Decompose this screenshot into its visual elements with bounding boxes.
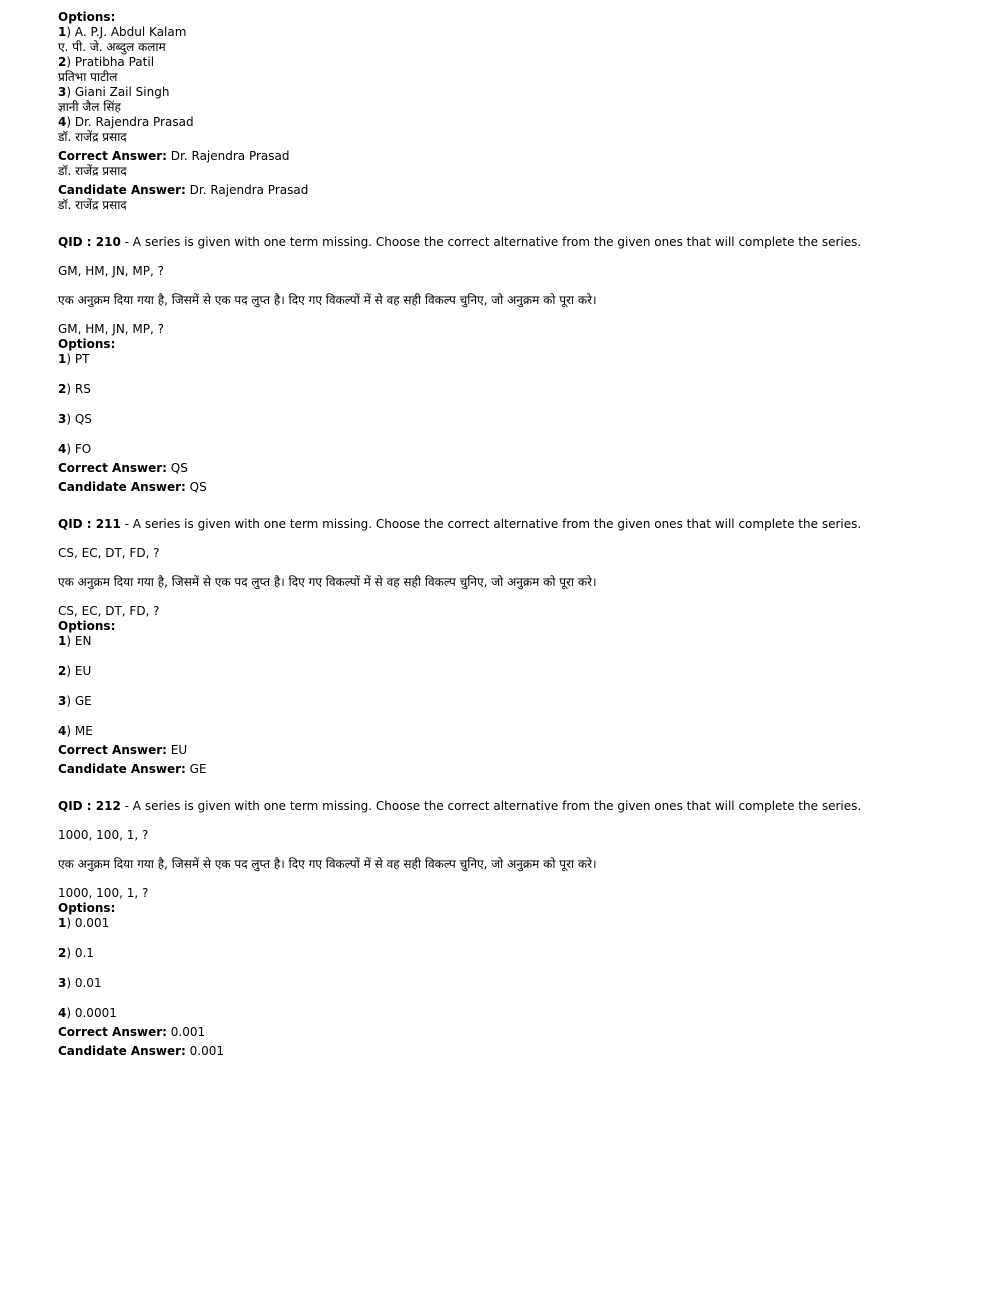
options-label: Options: — [58, 10, 116, 24]
candidate-answer: Candidate Answer: QS — [58, 480, 207, 494]
question-block — [58, 799, 958, 1059]
series-hindi: GM, HM, JN, MP, ? — [58, 322, 165, 336]
option-item: 2) RS — [58, 382, 91, 396]
qid-label: QID : 210 — [58, 235, 121, 249]
options-label: Options: — [58, 337, 116, 351]
option-item: 1) A. P.J. Abdul Kalam — [58, 25, 187, 39]
candidate-answer: Candidate Answer: GE — [58, 762, 207, 776]
series-hindi: CS, EC, DT, FD, ? — [58, 604, 160, 618]
candidate-answer-hindi: डॉ. राजेंद्र प्रसाद — [58, 198, 127, 212]
document-page — [58, 10, 958, 1059]
question-prompt: QID : 212 - A series is given with one term missing. Choose the correct alternative from the given ones that will complete the series. — [58, 799, 862, 813]
options-label: Options: — [58, 619, 116, 633]
options-label: Options: — [58, 901, 116, 915]
option-hindi: डॉ. राजेंद्र प्रसाद — [58, 130, 127, 144]
option-item: 3) Giani Zail Singh — [58, 85, 170, 99]
question-prompt: QID : 210 - A series is given with one term missing. Choose the correct alternative from the given ones that will complete the series. — [58, 235, 862, 249]
option-item: 1) PT — [58, 352, 90, 366]
candidate-answer: Candidate Answer: 0.001 — [58, 1044, 224, 1058]
option-item: 4) Dr. Rajendra Prasad — [58, 115, 194, 129]
series-english: GM, HM, JN, MP, ? — [58, 264, 165, 278]
option-item: 1) EN — [58, 634, 92, 648]
option-item: 2) EU — [58, 664, 92, 678]
option-hindi: प्रतिभा पाटील — [58, 70, 118, 84]
question-prompt-hindi: एक अनुक्रम दिया गया है, जिसमें से एक पद लुप्त है। दिए गए विकल्पों में से वह सही विकल्प चुनिए, जो अनुक्रम को पूरा करे। — [58, 293, 597, 307]
question-prompt: QID : 211 - A series is given with one term missing. Choose the correct alternative from the given ones that will complete the series. — [58, 517, 862, 531]
qid-label: QID : 212 — [58, 799, 121, 813]
option-item: 3) GE — [58, 694, 92, 708]
question-prompt-hindi: एक अनुक्रम दिया गया है, जिसमें से एक पद लुप्त है। दिए गए विकल्पों में से वह सही विकल्प चुनिए, जो अनुक्रम को पूरा करे। — [58, 575, 597, 589]
correct-answer: Correct Answer: EU — [58, 743, 188, 757]
option-item: 2) 0.1 — [58, 946, 94, 960]
option-hindi: ए. पी. जे. अब्दुल कलाम — [58, 40, 166, 54]
correct-answer-hindi: डॉ. राजेंद्र प्रसाद — [58, 164, 127, 178]
series-hindi: 1000, 100, 1, ? — [58, 886, 149, 900]
option-item: 3) 0.01 — [58, 976, 102, 990]
question-block — [58, 517, 958, 777]
option-item: 2) Pratibha Patil — [58, 55, 155, 69]
option-item: 4) ME — [58, 724, 93, 738]
correct-answer: Correct Answer: Dr. Rajendra Prasad — [58, 149, 290, 163]
candidate-answer: Candidate Answer: Dr. Rajendra Prasad — [58, 183, 309, 197]
option-item: 4) FO — [58, 442, 92, 456]
option-item: 4) 0.0001 — [58, 1006, 117, 1020]
question-block — [58, 235, 958, 495]
correct-answer: Correct Answer: QS — [58, 461, 188, 475]
option-item: 3) QS — [58, 412, 92, 426]
option-item: 1) 0.001 — [58, 916, 110, 930]
series-english: CS, EC, DT, FD, ? — [58, 546, 160, 560]
option-hindi: ज्ञानी जैल सिंह — [58, 100, 121, 114]
question-prompt-hindi: एक अनुक्रम दिया गया है, जिसमें से एक पद लुप्त है। दिए गए विकल्पों में से वह सही विकल्प चुनिए, जो अनुक्रम को पूरा करे। — [58, 857, 597, 871]
series-english: 1000, 100, 1, ? — [58, 828, 149, 842]
qid-label: QID : 211 — [58, 517, 121, 531]
correct-answer: Correct Answer: 0.001 — [58, 1025, 206, 1039]
question-block-previous — [58, 10, 958, 213]
